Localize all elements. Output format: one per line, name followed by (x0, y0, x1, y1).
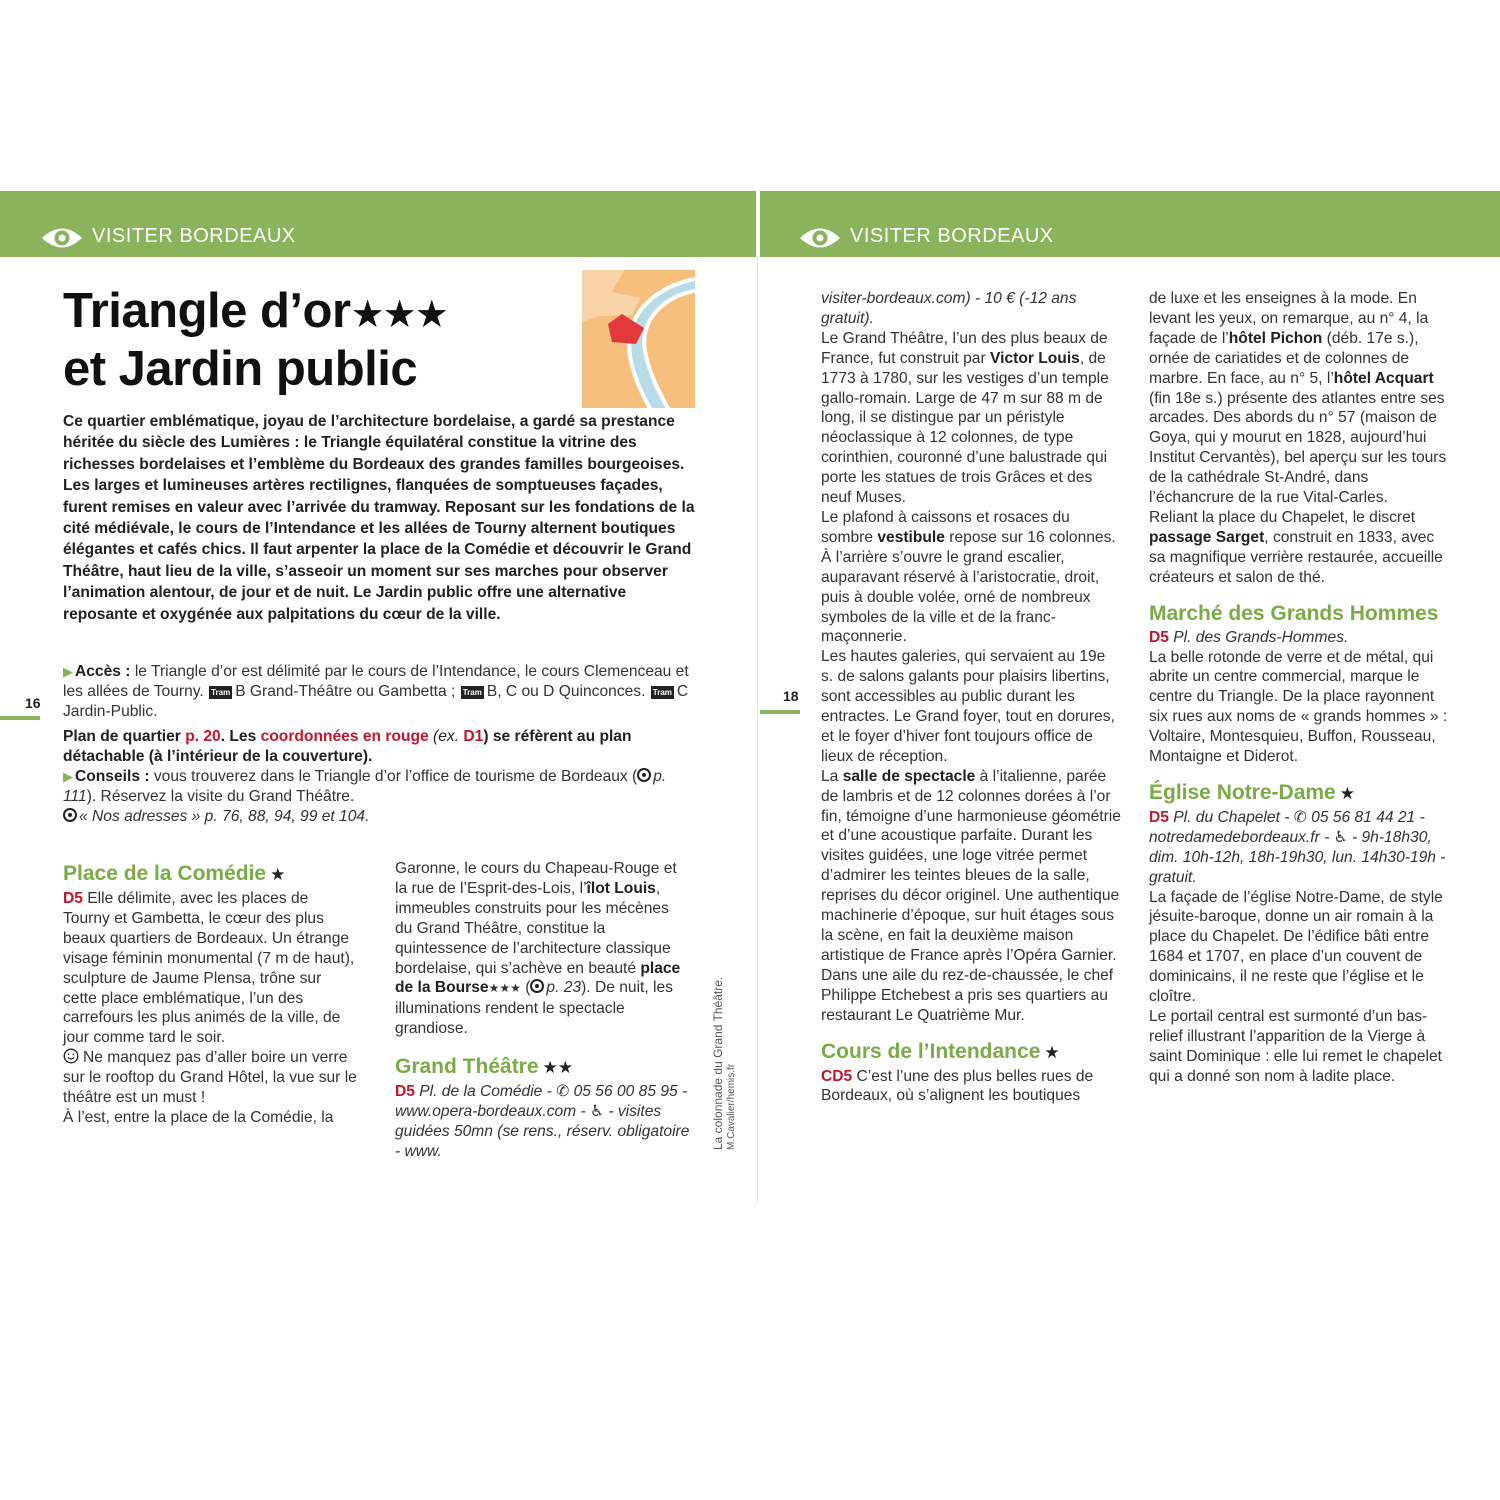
addresses-ref: « Nos adresses » p. 76, 88, 94, 99 et 104. (63, 807, 703, 827)
section-title-right: VISITER BORDEAUX (850, 225, 1054, 247)
triangle-bullet-icon: ▶ (63, 769, 73, 785)
map-ref: D5 (395, 1083, 415, 1101)
map-ref: D5 (63, 890, 83, 907)
rating-stars: ★★★ (488, 981, 521, 996)
tram-icon: Tram (462, 688, 482, 698)
page-reference-icon (637, 768, 651, 782)
phone-icon: ✆ (1293, 808, 1307, 826)
intro-paragraph: Ce quartier emblématique, joyau de l’architecture bordelaise, a gardé sa prestance héritée du siècle des Lumières : le Triangle équilatéral constitue la vitrine des richesses bordelaises et l’emblème du Bordeaux des grandes familles bourgeoises. Les larges et lumineuses artères rectilignes, flanquées de somptueuses façades, furent remises en valeur avec l’arrivée du tramway. Reposant sur les fondations de la cité médiévale, le cours de l’Intendance et les allées de Tourny alternent boutiques élégantes et cafés chics. Il faut arpenter la place de la Comédie et découvrir le Grand Théâtre, haut lieu de la ville, s’asseoir un moment sur ses marches pour observer l’animation alentour, de jour et de nuit. Le Jardin public offre une alternative reposante et oxygénée aux palpitations du cœur de la ville. (63, 413, 695, 623)
section-heading: Place de la Comédie ★ (63, 862, 286, 885)
page-number-bar (0, 716, 40, 720)
column-four: de luxe et les enseignes à la mode. En levant les yeux, on remarque, au n° 4, la façade de l’hôtel Pichon (déb. 17e s.), ornée de cariatides et de colonnes de marbre. En face, au n° 5, l’hôtel Acquart (fin 18e s.) présente des atlantes entre ses arcades. Des abords du n° 57 (maison de Goya, qui y mourut en 1828, aujourd’hui Institut Cervantès), bel aperçu sur les tours de la cathédrale St-André, dans l’échancrure de la rue Vital-Carles. Reliant la place du Chapelet, le discret passage Sarget, construit en 1833, avec sa magnifique verrière restaurée, accueille créateurs et salon de thé. Marché des Grands Hommes D5 Pl. des Grands-Hommes. La belle rotonde de verre et de métal, qui abrite un centre commercial, marque le centre du Triangle. De la place rayonnent six rues aux noms de « grands hommes » : Voltaire, Montesquieu, Buffon, Rousseau, Montaigne et Diderot. Église Notre-Dame ★ D5 Pl. du Chapelet - ✆ 05 56 81 44 21 - notredamedebordeaux.fr - ♿ - 9h-18h30, dim. 10h-12h, 18h-19h30, lun. 14h30-19h - gratuit. La façade de l’église Notre-Dame, de style jésuite-baroque, donne un air romain à la place du Chapelet. De l’édifice bâti entre 1684 et 1707, en place d’un couvent de dominicains, il ne reste que l’église et le cloître. Le portail central est surmonté d’un bas-relief illustrant l’apparition de la Vierge à saint Dominique : elle lui remet le chapelet qui a donné son nom à ladite place. (1149, 290, 1448, 1085)
rating-stars: ★ (1044, 1042, 1060, 1062)
column-three: visiter-bordeaux.com) - 10 € (-12 ans gratuit). Le Grand Théâtre, l’un des plus beaux de France, fut construit par Victor Louis, de 1773 à 1780, sur les vestiges d’un temple gallo-romain. Large de 47 m sur 88 m de long, il se distingue par un péristyle néoclassique à 12 colonnes, de type corinthien, couronné d’une balustrade qui porte les statues de trois Grâces et des neuf Muses. Le plafond à caissons et rosaces du sombre vestibule repose sur 16 colonnes. À l’arrière s’ouvre le grand escalier, auparavant réservé à l’aristocratie, droit, puis à double volée, orné de nombreux symboles de la ville et de la franc-maçonnerie. Les hautes galeries, qui servaient au 19e s. de salons galants pour plaisirs libertins, sont accessibles au public durant les entractes. Le Grand foyer, tout en dorures, et le foyer d’hiver font toujours office de lieux de réception. La salle de spectacle à l’italienne, parée de lambris et de 12 colonnes dorées à l’or fin, témoigne d’une harmonieuse géométrie et d’une acoustique parfaite. Durant les visites guidées, une loge vitrée permet d’admirer les teintes bleues de la salle, reprises du décor originel. Une authentique machinerie d’époque, sur huit étages sous la scène, en fait la deuxième maison artistique de France après l’Opéra Garnier. Dans une aile du rez-de-chaussée, le chef Philippe Etchebest a pris ses quartiers au restaurant Le Quatrième Mur. Cours de l’Intendance ★ CD5 C’est l’une des plus belles rues de Bordeaux, où s’alignent les boutiques (821, 290, 1121, 1105)
wheelchair-icon: ♿ (590, 1103, 604, 1121)
page-title: Triangle d’or★★★ et Jardin public (63, 284, 447, 396)
page-number-left: 16 (25, 695, 41, 711)
eye-icon (40, 225, 84, 251)
column-two: Garonne, le cours du Chapeau-Rouge et la rue de l’Esprit-des-Lois, l’îlot Louis, immeubles construits pour les mécènes du Grand Théâtre, constitue la quintessence de l’architecture classique bordelaise, qui s’achève en beauté place de la Bourse★★★ ( p. 23). De nuit, les illuminations rendent le spectacle grandiose. Grand Théâtre ★★ D5 Pl. de la Comédie - ✆ 05 56 00 85 95 - www.opera-bordeaux.com - ♿ - visites guidées 50mn (se rens., réserv. obligatoire - www. (395, 860, 690, 1160)
smile-icon (63, 1048, 79, 1064)
section-heading: Église Notre-Dame ★ (1149, 780, 1355, 804)
section-heading: Grand Théâtre ★★ (395, 1055, 574, 1079)
plan-note: Plan de quartier p. 20. Les coordonnées en rouge (ex. D1) se réfèrent au plan détachable (à l’intérieur de la couverture). (63, 727, 632, 765)
district-minimap (582, 270, 695, 408)
page-number-bar (760, 710, 800, 714)
section-title-left: VISITER BORDEAUX (92, 225, 296, 247)
rating-stars: ★★★ (350, 294, 447, 336)
eye-icon (798, 225, 842, 251)
page-reference-icon (63, 808, 77, 822)
rating-stars: ★★ (542, 1058, 574, 1078)
phone-icon: ✆ (556, 1083, 570, 1101)
map-ref: D5 (1149, 628, 1169, 646)
access-info: ▶ Accès : le Triangle d’or est délimité par le cours de l’Intendance, le cours Clemenceau et les allées de Tourny. Tram B Grand-Théâtre ou Gambetta ; Tram B, C ou D Quinconces. Tram C Jardin-Public. (63, 663, 689, 721)
section-heading: Cours de l’Intendance ★ (821, 1039, 1060, 1063)
section-heading: Marché des Grands Hommes (1149, 601, 1439, 625)
page-gutter (757, 257, 758, 1202)
map-ref: CD5 (821, 1067, 853, 1085)
page-number-right: 18 (783, 688, 799, 704)
wheelchair-icon: ♿ (1333, 828, 1348, 846)
tram-icon: Tram (652, 688, 672, 698)
tram-icon: Tram (211, 688, 231, 698)
triangle-bullet-icon: ▶ (63, 664, 73, 679)
rating-stars: ★ (270, 865, 286, 884)
practical-info (63, 662, 703, 828)
comedie-section: Place de la Comédie ★ D5 Elle délimite, avec les places de Tourny et Gambetta, le cœur des plus beaux quartiers de Bordeaux. Un étrange visage féminin monumental (7 m de haut), sculpture de Jaume Plensa, trône sur cette place emblématique, l’un des carrefours les plus animés de la ville, de jour comme tard le soir. Ne manquez pas d’aller boire un verre sur le rooftop du Grand Hôtel, la vue sur le théâtre est un must ! À l’est, entre la place de la Comédie, la (63, 862, 357, 1126)
page-reference-icon (530, 979, 544, 993)
map-ref: D5 (1149, 808, 1169, 826)
photo-credit: La colonnade du Grand Théâtre. M.Cavalier/hemis.fr (711, 976, 737, 1150)
tips-info: ▶ Conseils : vous trouverez dans le Triangle d’or l’office de tourisme de Bordeaux ( p. 111). Réservez la visite du Grand Théâtre. (63, 768, 667, 806)
rating-stars: ★ (1339, 783, 1355, 803)
